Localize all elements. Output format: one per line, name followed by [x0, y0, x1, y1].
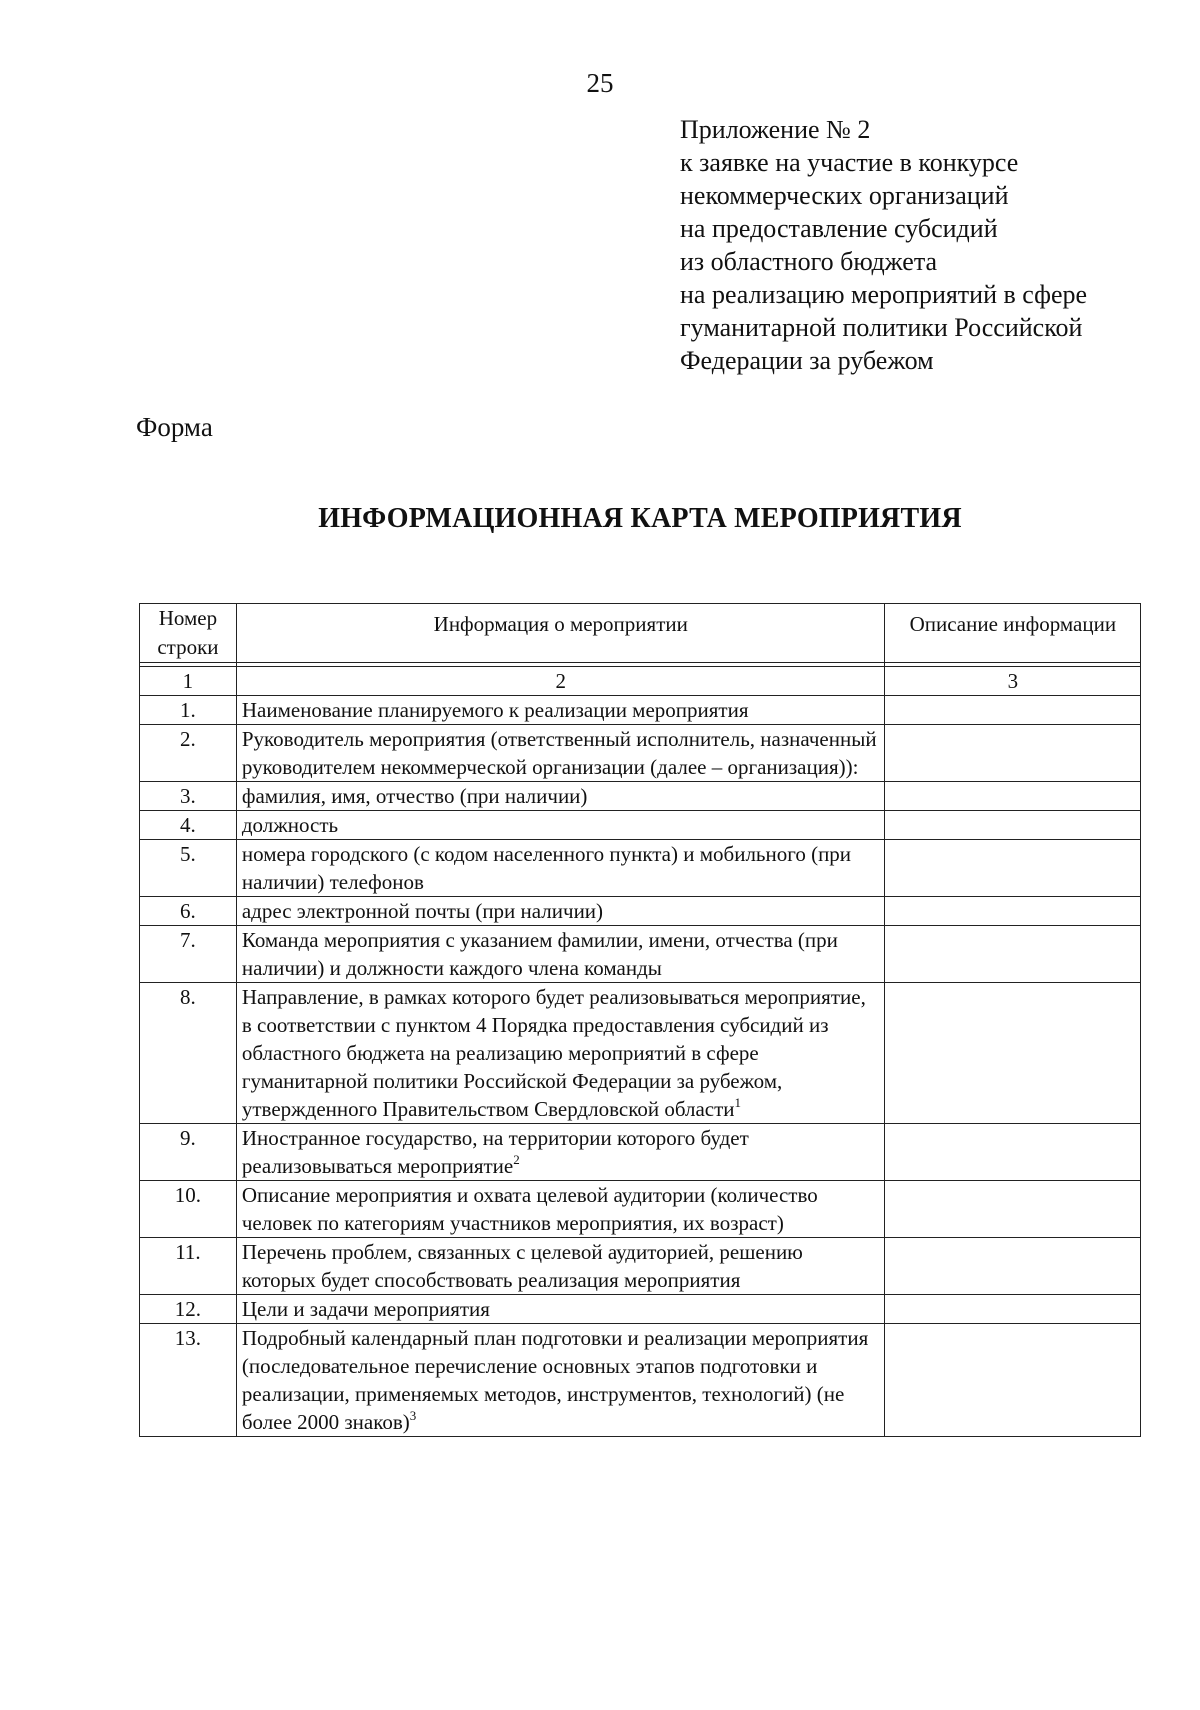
table-row: [140, 725, 1141, 782]
table-row: [140, 1124, 1141, 1181]
row-info-text: Команда мероприятия с указанием фамилии, имени, отчества (при наличии) и должности каждого члена команды: [241, 928, 838, 980]
table-row: [140, 782, 1141, 811]
column-number: 2: [236, 667, 884, 696]
column-number: 1: [140, 667, 237, 696]
row-info-cell: [236, 1124, 884, 1181]
row-number: 11.: [140, 1238, 237, 1295]
row-info-cell: [236, 782, 884, 811]
row-info-text: фамилия, имя, отчество (при наличии): [241, 784, 588, 808]
row-info-text: Руководитель мероприятия (ответственный исполнитель, назначенный руководителем некоммерческой организации (далее – организация)):: [241, 727, 877, 779]
row-description-cell[interactable]: [884, 811, 1140, 840]
row-number: 4.: [140, 811, 237, 840]
footnote-marker: 1: [734, 1095, 742, 1110]
row-info-cell: [236, 811, 884, 840]
header-event-info: Информация о мероприятии: [236, 604, 884, 663]
row-description-cell[interactable]: [884, 983, 1140, 1124]
table-row: [140, 1324, 1141, 1437]
appendix-line: на реализацию мероприятий в сфере: [680, 280, 1088, 309]
row-number: 3.: [140, 782, 237, 811]
row-info-text: Описание мероприятия и охвата целевой аудитории (количество человек по категориям участников мероприятия, их возраст): [241, 1183, 818, 1235]
row-info-cell: [236, 1238, 884, 1295]
row-info-text: номера городского (с кодом населенного пункта) и мобильного (при наличии) телефонов: [241, 842, 852, 894]
appendix-line: из областного бюджета: [680, 247, 938, 276]
table-row: [140, 897, 1141, 926]
table-header-row: [140, 604, 1141, 663]
row-info-text: Наименование планируемого к реализации мероприятия: [241, 698, 749, 722]
row-info-text: должность: [241, 813, 339, 837]
form-label: Форма: [136, 412, 213, 442]
row-description-cell[interactable]: [884, 926, 1140, 983]
row-number: 9.: [140, 1124, 237, 1181]
row-description-cell[interactable]: [884, 1324, 1140, 1437]
row-description-cell[interactable]: [884, 696, 1140, 725]
table-row: [140, 811, 1141, 840]
row-number: 5.: [140, 840, 237, 897]
column-number: 3: [884, 667, 1140, 696]
appendix-line: на предоставление субсидий: [680, 214, 998, 243]
table-row: [140, 840, 1141, 897]
footnote-marker: 3: [409, 1408, 417, 1423]
info-card-table: [139, 603, 1141, 1437]
row-info-cell: [236, 897, 884, 926]
appendix-line: некоммерческих организаций: [680, 181, 1009, 210]
table-row: [140, 1295, 1141, 1324]
row-info-cell: [236, 1295, 884, 1324]
row-description-cell[interactable]: [884, 840, 1140, 897]
appendix-line: гуманитарной политики Российской: [680, 313, 1083, 342]
table-row: [140, 1181, 1141, 1238]
row-info-text: Подробный календарный план подготовки и реализации мероприятия (последовательное перечисление основных этапов подготовки и реализации, применяемых методов, инструментов, технологий) (не более 2000 знаков): [241, 1326, 869, 1434]
footnote-marker: 2: [513, 1152, 520, 1167]
row-info-cell: [236, 725, 884, 782]
header-description: Описание информации: [884, 604, 1140, 663]
row-info-cell: [236, 696, 884, 725]
row-info-text: Перечень проблем, связанных с целевой аудиторией, решению которых будет способствовать реализация мероприятия: [241, 1240, 803, 1292]
header-row-number: Номер строки: [140, 604, 237, 663]
row-description-cell[interactable]: [884, 1295, 1140, 1324]
appendix-line: Приложение № 2: [680, 115, 871, 144]
row-number: 10.: [140, 1181, 237, 1238]
appendix-line: к заявке на участие в конкурсе: [680, 148, 1019, 177]
row-info-text: адрес электронной почты (при наличии): [241, 899, 604, 923]
table-row: [140, 1238, 1141, 1295]
row-number: 13.: [140, 1324, 237, 1437]
table-row: [140, 983, 1141, 1124]
row-info-text: Направление, в рамках которого будет реализовываться мероприятие, в соответствии с пунктом 4 Порядка предоставления субсидий из областного бюджета на реализацию мероприятий в сфере гуманитарной политики Российской Федерации за рубежом, утвержденного Правительством Свердловской области: [241, 985, 866, 1121]
row-number: 7.: [140, 926, 237, 983]
row-description-cell[interactable]: [884, 782, 1140, 811]
row-info-cell: [236, 926, 884, 983]
row-info-text: Иностранное государство, на территории которого будет реализовываться мероприятие: [241, 1126, 749, 1178]
row-number: 8.: [140, 983, 237, 1124]
row-info-cell: [236, 1324, 884, 1437]
row-info-cell: [236, 983, 884, 1124]
row-info-cell: [236, 840, 884, 897]
document-title: ИНФОРМАЦИОННАЯ КАРТА МЕРОПРИЯТИЯ: [318, 503, 962, 534]
row-description-cell[interactable]: [884, 1181, 1140, 1238]
table-row: [140, 696, 1141, 725]
row-description-cell[interactable]: [884, 1124, 1140, 1181]
row-info-cell: [236, 1181, 884, 1238]
row-description-cell[interactable]: [884, 1238, 1140, 1295]
appendix-block: [680, 113, 1180, 377]
page-number: 25: [586, 68, 614, 98]
row-description-cell[interactable]: [884, 725, 1140, 782]
column-number-row: [140, 667, 1141, 696]
row-number: 2.: [140, 725, 237, 782]
row-number: 12.: [140, 1295, 237, 1324]
row-number: 1.: [140, 696, 237, 725]
appendix-line: Федерации за рубежом: [680, 346, 934, 375]
row-number: 6.: [140, 897, 237, 926]
row-info-text: Цели и задачи мероприятия: [241, 1297, 490, 1321]
table-row: [140, 926, 1141, 983]
row-description-cell[interactable]: [884, 897, 1140, 926]
